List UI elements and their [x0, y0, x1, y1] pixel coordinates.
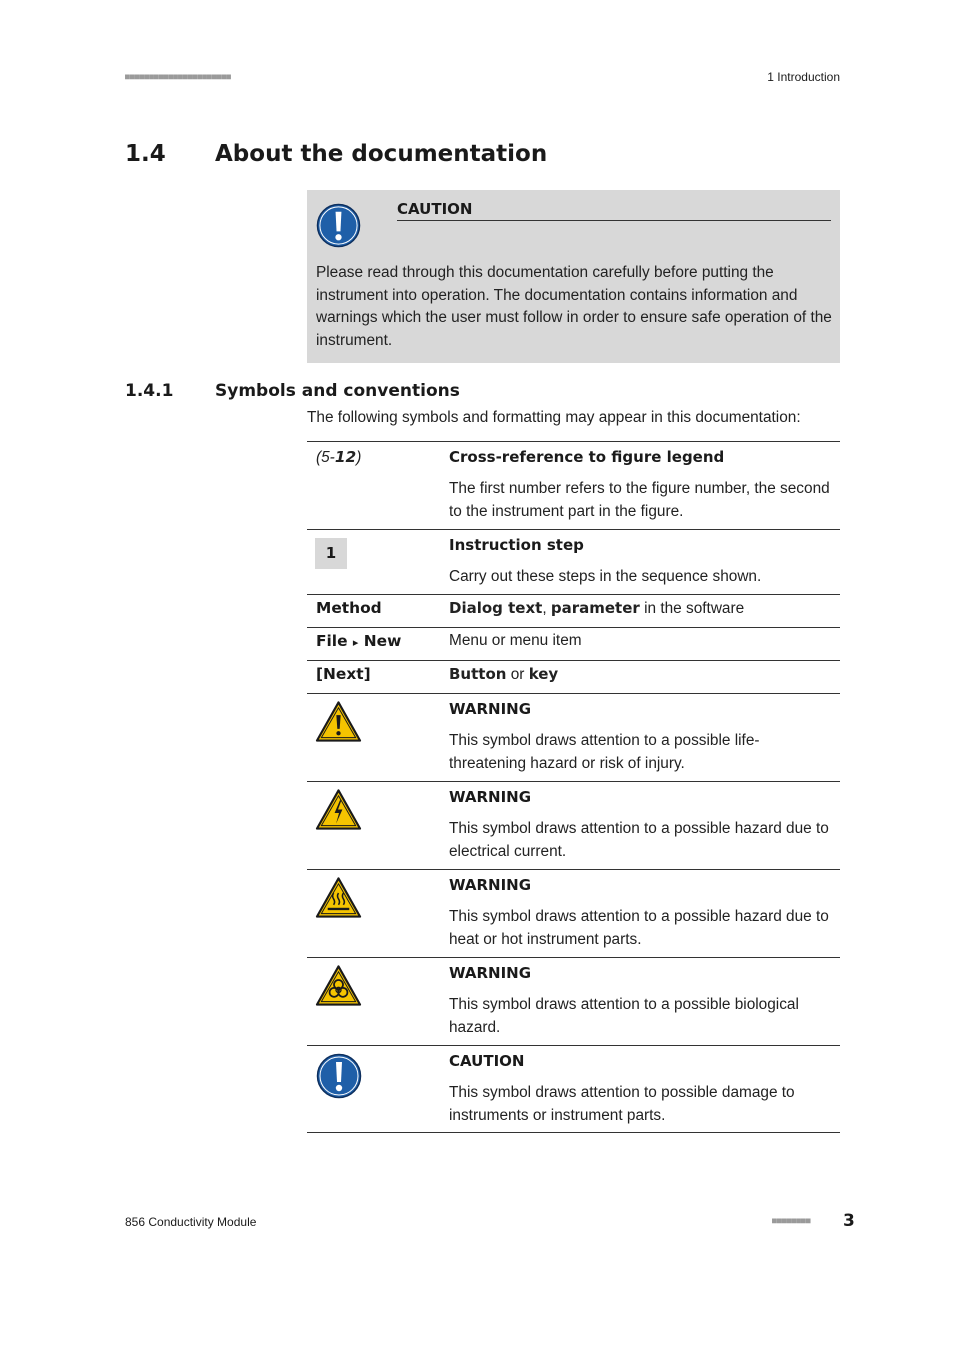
step-title: Instruction step: [449, 536, 584, 554]
xref-title: Cross-reference to figure legend: [449, 448, 725, 466]
warning-title: WARNING: [449, 788, 532, 806]
warning-title: WARNING: [449, 700, 532, 718]
table-row: [307, 594, 840, 627]
warning-desc: This symbol draws attention to a possible hazard due to electrical current.: [449, 820, 829, 860]
subsection-intro: The following symbols and formatting may appear in this documentation:: [307, 409, 801, 426]
menu-symbol: File ▸ New: [316, 632, 402, 650]
caution-title: CAUTION: [397, 200, 831, 221]
biohazard-warning-icon: [315, 964, 362, 1008]
table-row: [307, 781, 840, 869]
footer-product: 856 Conductivity Module: [125, 1215, 257, 1229]
section-number: 1.4: [125, 141, 166, 167]
menu-arrow-icon: ▸: [352, 636, 359, 649]
xref-symbol: (5-12): [316, 448, 362, 466]
caution-text: Please read through this documentation carefully before putting the instrument into operation. The documentation contains information and warnings which the user must follow in order to ensure safe operation of the instrument.: [316, 264, 832, 349]
warning-desc: This symbol draws attention to a possible hazard due to heat or hot instrument parts.: [449, 908, 829, 948]
button-desc: Button or key: [449, 665, 559, 683]
method-symbol: Method: [316, 599, 382, 617]
mandatory-caution-icon: [316, 203, 361, 248]
menu-desc: Menu or menu item: [449, 632, 582, 649]
header-chapter: 1 Introduction: [767, 70, 840, 84]
button-symbol: [Next]: [316, 665, 371, 683]
subsection-number: 1.4.1: [125, 381, 174, 401]
warning-desc: This symbol draws attention to a possible life-threatening hazard or risk of injury.: [449, 732, 760, 772]
table-row: [307, 529, 840, 594]
electrical-warning-icon: [315, 788, 362, 832]
header-decoration: ■■■■■■■■■■■■■■■■■■■■■■: [125, 72, 231, 81]
table-row: [307, 1045, 840, 1133]
section-title: About the documentation: [215, 141, 548, 167]
general-warning-icon: [315, 700, 362, 744]
subsection-title: Symbols and conventions: [215, 381, 460, 401]
warning-title: WARNING: [449, 876, 532, 894]
conventions-table: [307, 441, 840, 1133]
page-number: 3: [843, 1211, 855, 1231]
caution-row-desc: This symbol draws attention to possible damage to instruments or instrument parts.: [449, 1084, 795, 1124]
table-row: [307, 660, 840, 693]
method-desc: Dialog text, parameter in the software: [449, 599, 745, 617]
table-row: [307, 693, 840, 781]
table-row: [307, 957, 840, 1045]
table-row: [307, 441, 840, 529]
xref-desc: The first number refers to the figure number, the second to the instrument part in the figure.: [449, 480, 830, 520]
warning-title: WARNING: [449, 964, 532, 982]
mandatory-caution-icon: [316, 1053, 362, 1099]
warning-desc: This symbol draws attention to a possible biological hazard.: [449, 996, 799, 1036]
step-number-box: 1: [315, 538, 347, 569]
hot-surface-warning-icon: [315, 876, 362, 920]
caution-box: [307, 190, 840, 363]
step-desc: Carry out these steps in the sequence shown.: [449, 568, 762, 585]
footer-decoration: ■■■■■■■■: [772, 1216, 811, 1225]
table-row: [307, 627, 840, 660]
caution-row-title: CAUTION: [449, 1052, 525, 1070]
table-row: [307, 869, 840, 957]
